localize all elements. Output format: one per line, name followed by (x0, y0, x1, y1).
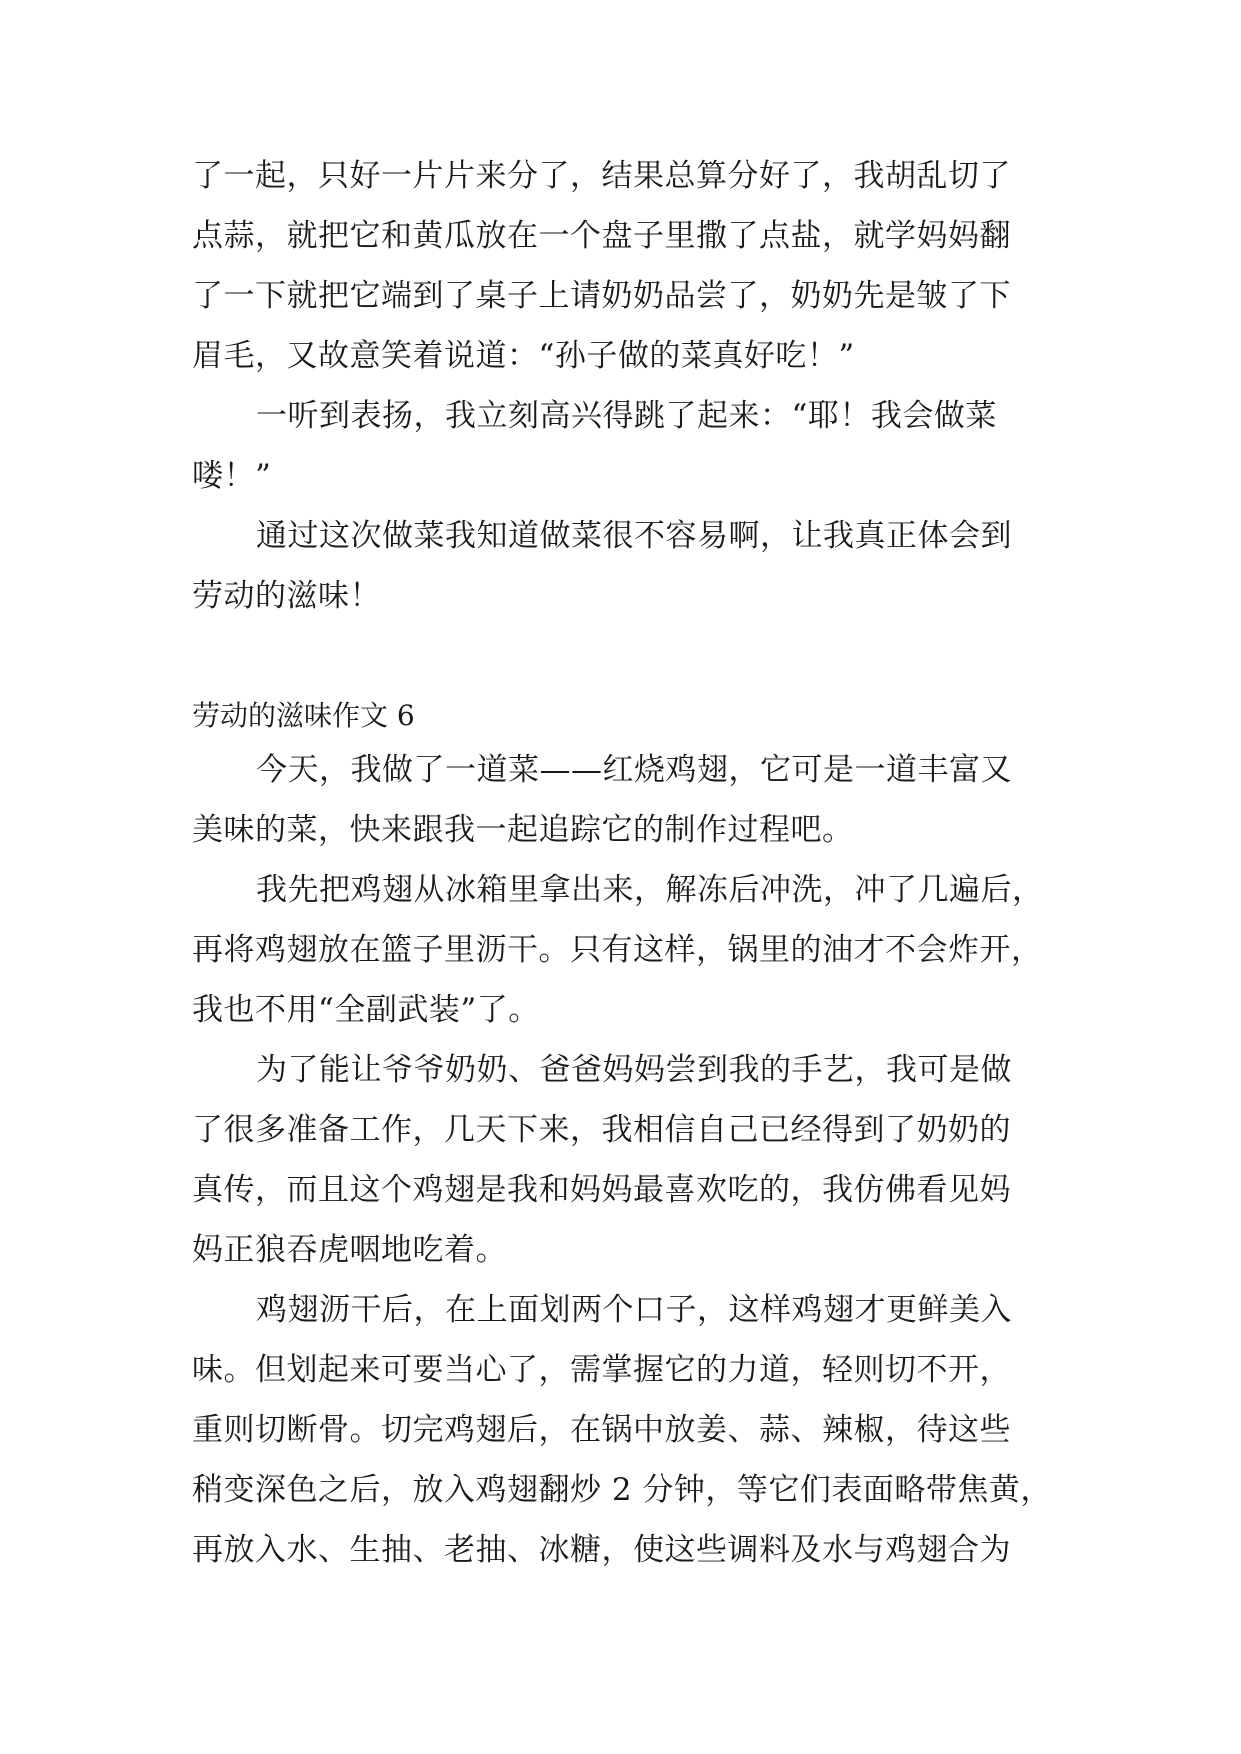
text-line: 了一起，只好一片片来分了，结果总算分好了，我胡乱切了 (192, 158, 1011, 194)
text-line: 妈正狼吞虎咽地吃着。 (192, 1232, 507, 1268)
essay-paragraph-1 (192, 740, 1072, 860)
essay-paragraph-2 (192, 860, 1072, 1040)
text-line: 再将鸡翅放在篮子里沥干。只有这样，锅里的油才不会炸开， (192, 932, 1043, 968)
essay-title-block (192, 686, 1072, 746)
text-line: 眉毛，又故意笑着说道：“孙子做的菜真好吃！” (192, 338, 855, 374)
paragraph-continued (192, 146, 1072, 386)
text-line: 了很多准备工作，几天下来，我相信自己已经得到了奶奶的 (192, 1112, 1011, 1148)
text-line: 我也不用“全副武装”了。 (192, 992, 540, 1028)
text-line: 真传，而且这个鸡翅是我和妈妈最喜欢吃的，我仿佛看见妈 (192, 1172, 1011, 1208)
text-line: 劳动的滋味！ (192, 578, 381, 614)
text-line: 再放入水、生抽、老抽、冰糖，使这些调料及水与鸡翅合为 (192, 1532, 1011, 1568)
text-line: 我先把鸡翅从冰箱里拿出来，解冻后冲洗，冲了几遍后， (256, 872, 1044, 908)
text-line: 通过这次做菜我知道做菜很不容易啊，让我真正体会到 (256, 518, 1012, 554)
text-line: 了一下就把它端到了桌子上请奶奶品尝了，奶奶先是皱了下 (192, 278, 1011, 314)
text-line: 味。但划起来可要当心了，需掌握它的力道，轻则切不开， (192, 1352, 1011, 1388)
text-line: 稍变深色之后，放入鸡翅翻炒 2 分钟，等它们表面略带焦黄， (192, 1472, 1052, 1508)
text-line: 喽！” (192, 458, 272, 494)
text-line: 点蒜，就把它和黄瓜放在一个盘子里撒了点盐，就学妈妈翻 (192, 218, 1011, 254)
text-line: 今天，我做了一道菜——红烧鸡翅，它可是一道丰富又 (256, 752, 1012, 788)
text-line: 为了能让爷爷奶奶、爸爸妈妈尝到我的手艺，我可是做 (256, 1052, 1012, 1088)
paragraph-conclusion (192, 506, 1072, 626)
text-line: 重则切断骨。切完鸡翅后，在锅中放姜、蒜、辣椒，待这些 (192, 1412, 1011, 1448)
essay-title: 劳动的滋味作文 6 (192, 699, 415, 732)
essay-paragraph-4 (192, 1280, 1072, 1580)
essay-paragraph-3 (192, 1040, 1072, 1280)
paragraph-praise (192, 386, 1072, 506)
text-line: 美味的菜，快来跟我一起追踪它的制作过程吧。 (192, 812, 854, 848)
text-line: 一听到表扬，我立刻高兴得跳了起来：“耶！我会做菜 (256, 398, 997, 434)
text-line: 鸡翅沥干后，在上面划两个口子，这样鸡翅才更鲜美入 (256, 1292, 1012, 1328)
